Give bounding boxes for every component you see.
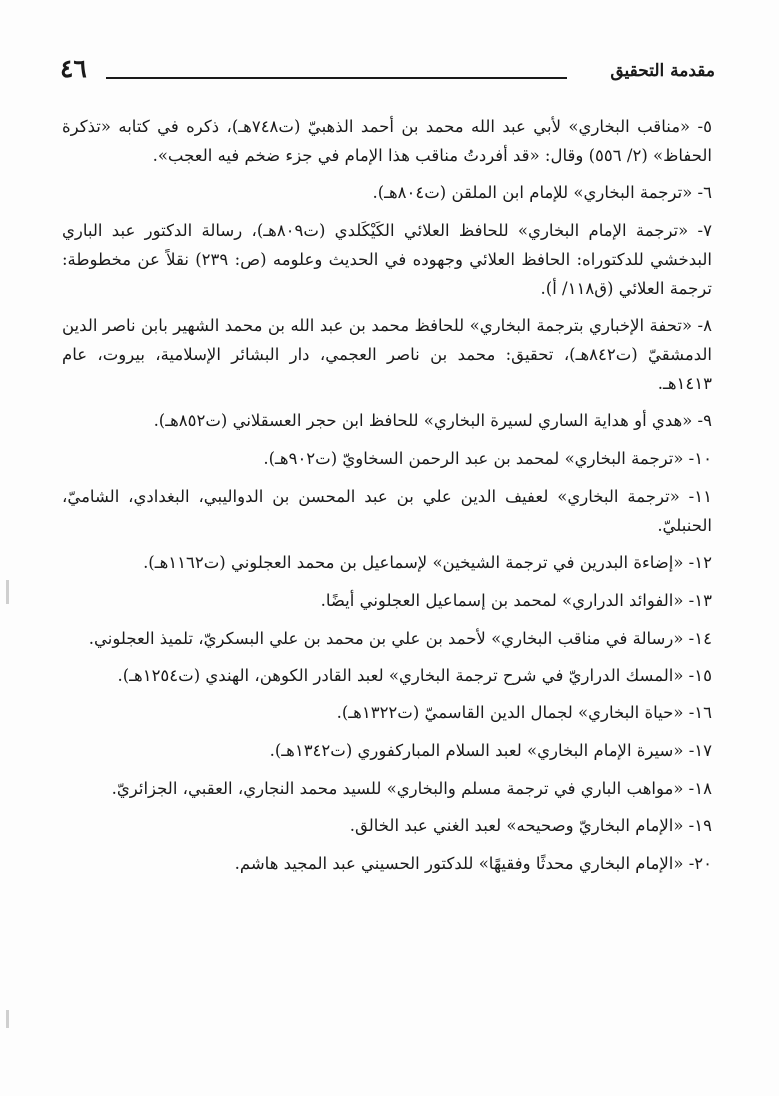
list-item: ١٣- «الفوائد الدراري» لمحمد بن إسماعيل العجلوني أيضًا. <box>320 591 712 610</box>
running-title: مقدمة التحقيق <box>610 61 715 81</box>
list-item: ٥- «مناقب البخاري» لأبي عبد الله محمد بن أحمد الذهبيّ (ت٧٤٨هـ)، ذكره في كتابه «تذكرة الحفاظ» (٢/ ٥٥٦) وقال: «قد أفردتُ مناقب هذا الإمام في جزء ضخم فيه العجب». <box>62 117 712 165</box>
page-number: ٤٦ <box>60 54 87 83</box>
list-item: ٧- «ترجمة الإمام البخاري» للحافظ العلائي الكَيْكَلدي (ت٨٠٩هـ)، رسالة الدكتور عبد الباري البدخشي للدكتوراه: الحافظ العلائي وجهوده في الحديث وعلومه (ص: ٢٣٩) نقلاً عن مخطوطة: ترجمة العلائي (ق١١٨/ أ). <box>62 221 712 298</box>
header-rule <box>106 77 567 79</box>
list-item: ٨- «تحفة الإخباري بترجمة البخاري» للحافظ محمد بن عبد الله بن محمد الشهير بابن ناصر الدين الدمشقيّ (ت٨٤٢هـ)، تحقيق: محمد بن ناصر العجمي، دار البشائر الإسلامية، بيروت، عام ١٤١٣هـ. <box>62 316 712 393</box>
bibliography-list <box>62 112 712 887</box>
list-item: ٩- «هدي أو هداية الساري لسيرة البخاري» للحافظ ابن حجر العسقلاني (ت٨٥٢هـ). <box>153 411 712 430</box>
list-item: ١٤- «رسالة في مناقب البخاري» لأحمد بن علي بن محمد بن علي البسكريّ، تلميذ العجلوني. <box>88 629 712 648</box>
list-item: ١٢- «إضاءة البدرين في ترجمة الشيخين» لإسماعيل بن محمد العجلوني (ت١١٦٢هـ). <box>143 553 712 572</box>
list-item: ١٦- «حياة البخاري» لجمال الدين القاسميّ (ت١٣٢٢هـ). <box>336 703 712 722</box>
list-item: ١٧- «سيرة الإمام البخاري» لعبد السلام المباركفوري (ت١٣٤٢هـ). <box>269 741 712 760</box>
list-item: ١٨- «مواهب الباري في ترجمة مسلم والبخاري» للسيد محمد النجاري، العقبي، الجزائريّ. <box>111 779 712 798</box>
list-item: ١٩- «الإمام البخاريّ وصحيحه» لعبد الغني عبد الخالق. <box>349 816 712 835</box>
list-item: ١٥- «المسك الدراريّ في شرح ترجمة البخاري» لعبد القادر الكوهن، الهندي (ت١٢٥٤هـ). <box>117 666 712 685</box>
list-item: ١١- «ترجمة البخاري» لعفيف الدين علي بن عبد المحسن بن الدواليبي، البغدادي، الشاميّ، الحنبليّ. <box>62 487 712 535</box>
page-header <box>60 52 715 92</box>
list-item: ١٠- «ترجمة البخاري» لمحمد بن عبد الرحمن السخاويّ (ت٩٠٢هـ). <box>263 449 712 468</box>
scan-edge-mark <box>6 580 9 604</box>
list-item: ٦- «ترجمة البخاري» للإمام ابن الملقن (ت٨٠٤هـ). <box>372 183 712 202</box>
list-item: ٢٠- «الإمام البخاري محدثًا وفقيهًا» للدكتور الحسيني عبد المجيد هاشم. <box>234 854 712 873</box>
scan-edge-mark <box>6 1010 9 1028</box>
